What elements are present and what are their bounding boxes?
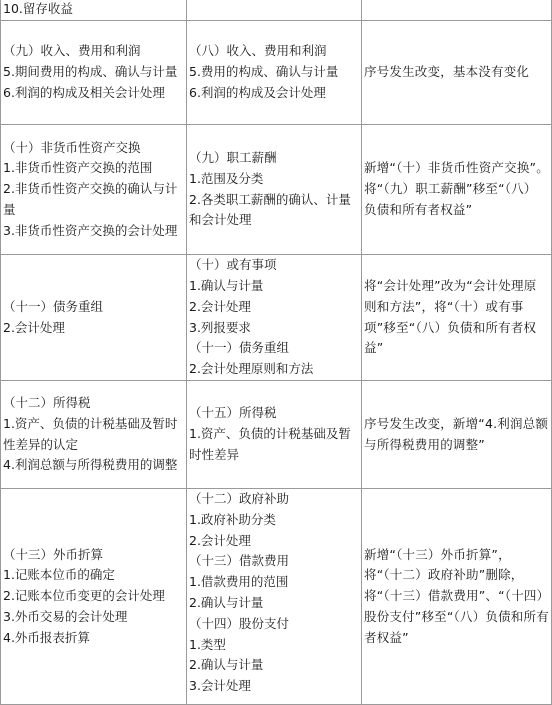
cell-text: 4.利润总额与所得税费用的调整 xyxy=(3,457,178,473)
cell-text: 1.确认与计量 xyxy=(189,277,264,293)
cell-old-syllabus xyxy=(1,255,187,381)
cell-text: 1.非货币性资产交换的范围 xyxy=(3,160,153,176)
cell-text: 6.利润的构成及相关会计处理 xyxy=(3,84,165,100)
cell-text: 2.会计处理原则和方法 xyxy=(189,361,314,377)
table-row xyxy=(1,125,552,255)
cell-text: （十一）债务重组 xyxy=(189,340,290,356)
cell-text: 1.范围及分类 xyxy=(189,170,264,186)
cell-text: 3.外币交易的会计处理 xyxy=(3,608,128,624)
cell-text: （十一）债务重组 xyxy=(3,298,104,314)
cell-change-note xyxy=(362,381,552,489)
cell-text: （十）或有事项 xyxy=(189,257,277,273)
cell-text: 10.留存收益 xyxy=(3,1,73,17)
cell-text: （十二）政府补助 xyxy=(189,491,290,506)
cell-text: 序号发生改变，新增“4.利润总额与所得税费用的调整” xyxy=(364,415,549,452)
cell-prev-syllabus xyxy=(187,381,362,489)
cell-old-syllabus xyxy=(1,489,187,705)
cell-text: （十五）所得税 xyxy=(189,405,277,421)
cell-text: （八）收入、费用和利润 xyxy=(189,43,327,59)
cell-text: 3.列报要求 xyxy=(189,319,251,335)
cell-text: 2.各类职工薪酬的确认、计量和会计处理 xyxy=(189,191,351,228)
cell-text: 5.期间费用的构成、确认与计量 xyxy=(3,64,178,80)
cell-prev-syllabus xyxy=(187,21,362,125)
cell-text: （九）职工薪酬 xyxy=(189,149,277,165)
cell-old-syllabus xyxy=(1,381,187,489)
cell-text: 6.利润的构成及会计处理 xyxy=(189,84,326,100)
cell-text: （九）收入、费用和利润 xyxy=(3,43,141,59)
cell-text: 3.会计处理 xyxy=(189,678,251,694)
cell-text: 3.非货币性资产交换的会计处理 xyxy=(3,222,178,238)
cell-text: 序号发生改变，基本没有变化 xyxy=(364,64,530,80)
cell-prev-syllabus xyxy=(187,255,362,381)
cell-text: 新增“（十）非货币性资产交换”。将“（九）职工薪酬”移至“（八）负债和所有者权益” xyxy=(364,160,549,217)
cell-text: 4.外币报表折算 xyxy=(3,629,90,645)
cell-text: 1.政府补助分类 xyxy=(189,511,276,527)
cell-text: 2.记账本位币变更的会计处理 xyxy=(3,588,165,604)
cell-change-note xyxy=(362,0,552,21)
table-row xyxy=(1,21,552,125)
cell-prev-syllabus xyxy=(187,0,362,21)
cell-text: 1.类型 xyxy=(189,636,226,652)
cell-text: 2.确认与计量 xyxy=(189,594,264,610)
cell-text: 2.会计处理 xyxy=(3,319,65,335)
cell-old-syllabus xyxy=(1,0,187,21)
cell-text: 2.确认与计量 xyxy=(189,657,264,673)
cell-text: 1.资产、负债的计税基础及暂时性差异的认定 xyxy=(3,415,178,452)
cell-change-note xyxy=(362,489,552,705)
cell-text: 2.会计处理 xyxy=(189,532,251,548)
table-row xyxy=(1,255,552,381)
cell-text: 新增“（十三）外币折算”，将“（十二）政府补助”删除，将“（十三）借款费用”、“（十四）股份支付”移至“（八）负债和所有者权益” xyxy=(364,546,549,645)
cell-change-note xyxy=(362,125,552,255)
cell-old-syllabus xyxy=(1,125,187,255)
cell-text: 2.非货币性资产交换的确认与计量 xyxy=(3,181,178,217)
cell-text: 1.借款费用的范围 xyxy=(189,574,289,590)
cell-text: （十四）股份支付 xyxy=(189,615,290,631)
cell-text: 2.会计处理 xyxy=(189,298,251,314)
table-row xyxy=(1,0,552,21)
cell-text: 1.资产、负债的计税基础及暂时性差异 xyxy=(189,426,351,462)
cell-text: （十三）外币折算 xyxy=(3,546,104,562)
cell-text: 1.记账本位币的确定 xyxy=(3,567,115,583)
cell-text: （十三）借款费用 xyxy=(189,553,290,569)
cell-prev-syllabus xyxy=(187,125,362,255)
cell-old-syllabus xyxy=(1,21,187,125)
table-row xyxy=(1,489,552,705)
cell-change-note xyxy=(362,21,552,125)
cell-text: 将“会计处理”改为“会计处理原则和方法”，将“（十）或有事项”移至“（八）负债和所有者权益” xyxy=(364,277,537,356)
cell-text: （十）非货币性资产交换 xyxy=(3,139,141,155)
cell-change-note xyxy=(362,255,552,381)
table-row xyxy=(1,381,552,489)
cell-text: 5.费用的构成、确认与计量 xyxy=(189,64,339,80)
cell-prev-syllabus xyxy=(187,489,362,705)
cell-text: （十二）所得税 xyxy=(3,394,91,410)
